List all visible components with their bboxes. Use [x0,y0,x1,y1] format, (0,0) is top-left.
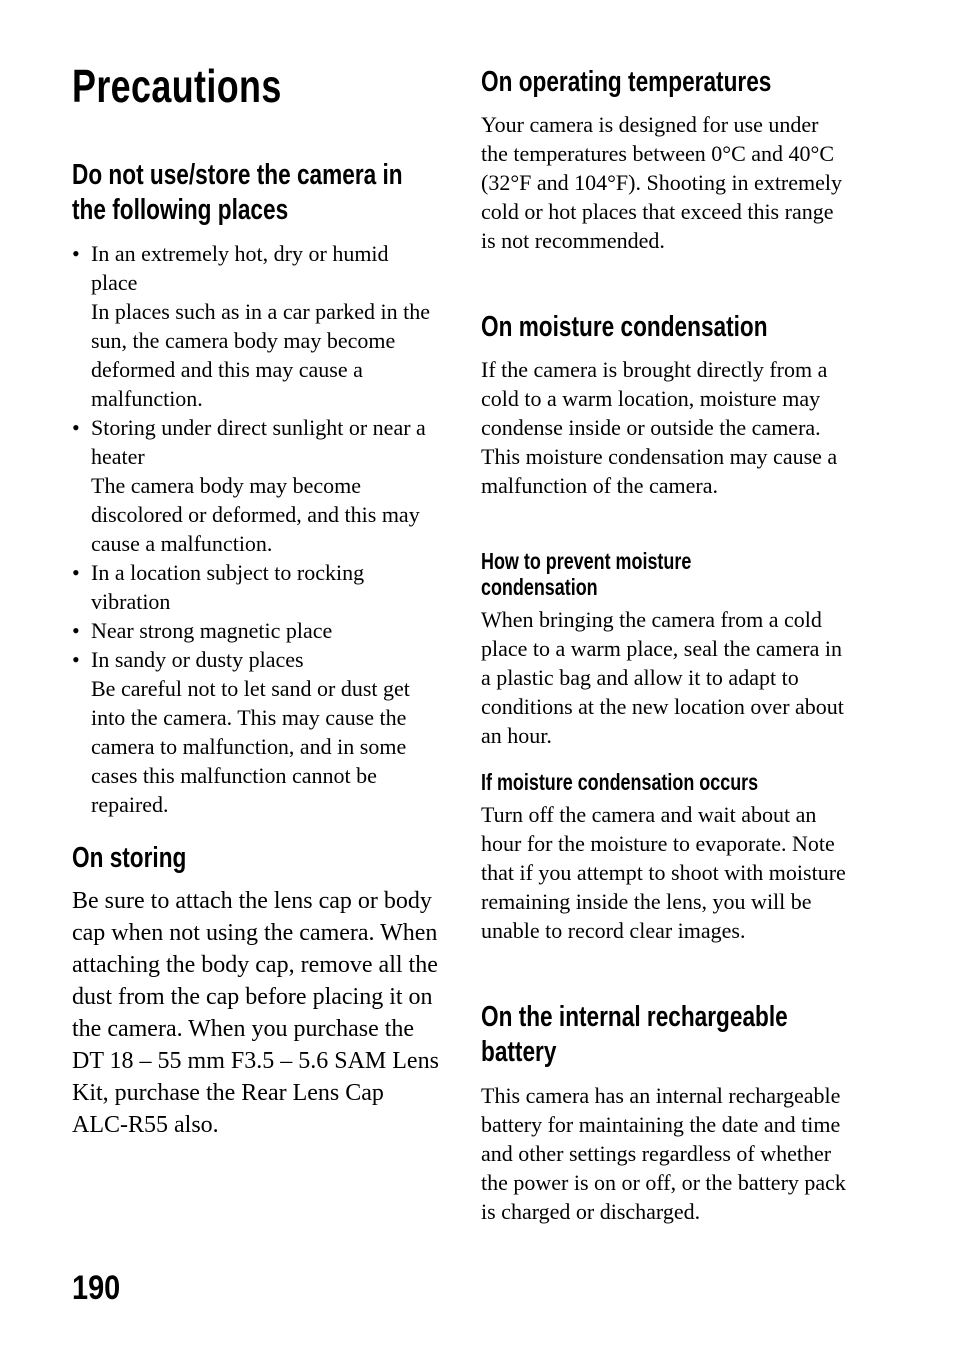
storing-heading: On storing [72,842,187,874]
moisture-heading: On moisture condensation [481,311,768,343]
list-item: • In a location subject to rocking vibration [72,560,365,614]
bullet-icon: • [72,647,80,672]
places-heading: Do not use/store the camera in the following places [72,159,403,226]
bullet-icon: • [72,618,80,643]
places-list [72,239,440,819]
temperatures-heading: On operating temperatures [481,66,772,98]
prevent-heading: How to prevent moisture condensation [481,548,692,600]
bullet-icon: • [72,241,80,266]
temperatures-text: Your camera is designed for use under the temperatures between 0°C and 40°C (32°F and 104°F). Shooting in extremely cold or hot places that exceed this range is not recommended. [481,112,843,253]
list-item: • In sandy or dusty places Be careful not to let sand or dust get into the camera. This may cause the camera to malfunction, and in some cases this malfunction cannot be repaired. [72,647,410,817]
page-title: Precautions [72,60,282,112]
occurs-text: Turn off the camera and wait about an hour for the moisture to evaporate. Note that if you attempt to shoot with moisture remaining inside the lens, you will be unable to record clear images. [481,802,846,943]
storing-text: Be sure to attach the lens cap or body cap when not using the camera. When attaching the body cap, remove all the dust from the cap before placing it on the camera. When you purchase the DT 18 – 55 mm F3.5 – 5.6 SAM Lens Kit, purchase the Rear Lens Cap ALC-R55 also. [72,888,439,1138]
page-number: 190 [72,1269,121,1307]
bullet-icon: • [72,415,80,440]
moisture-text: If the camera is brought directly from a cold to a warm location, moisture may condense inside or outside the camera. This moisture condensation may cause a malfunction of the camera. [481,357,838,498]
occurs-heading: If moisture condensation occurs [481,769,759,795]
list-item: • Near strong magnetic place [72,618,333,643]
battery-text: This camera has an internal rechargeable battery for maintaining the date and time and other settings regardless of whether the power is on or off, or the battery pack is charged or discharged. [481,1083,846,1224]
prevent-text: When bringing the camera from a cold place to a warm place, seal the camera in a plastic bag and allow it to adapt to conditions at the new location over about an hour. [481,607,844,748]
battery-heading: On the internal rechargeable battery [481,1001,788,1068]
list-item: • In an extremely hot, dry or humid place In places such as in a car parked in the sun, the camera body may become deformed and this may cause a malfunction. [72,241,431,411]
bullet-icon: • [72,560,80,585]
list-item: • Storing under direct sunlight or near a heater The camera body may become discolored or deformed, and this may cause a malfunction. [72,415,426,556]
